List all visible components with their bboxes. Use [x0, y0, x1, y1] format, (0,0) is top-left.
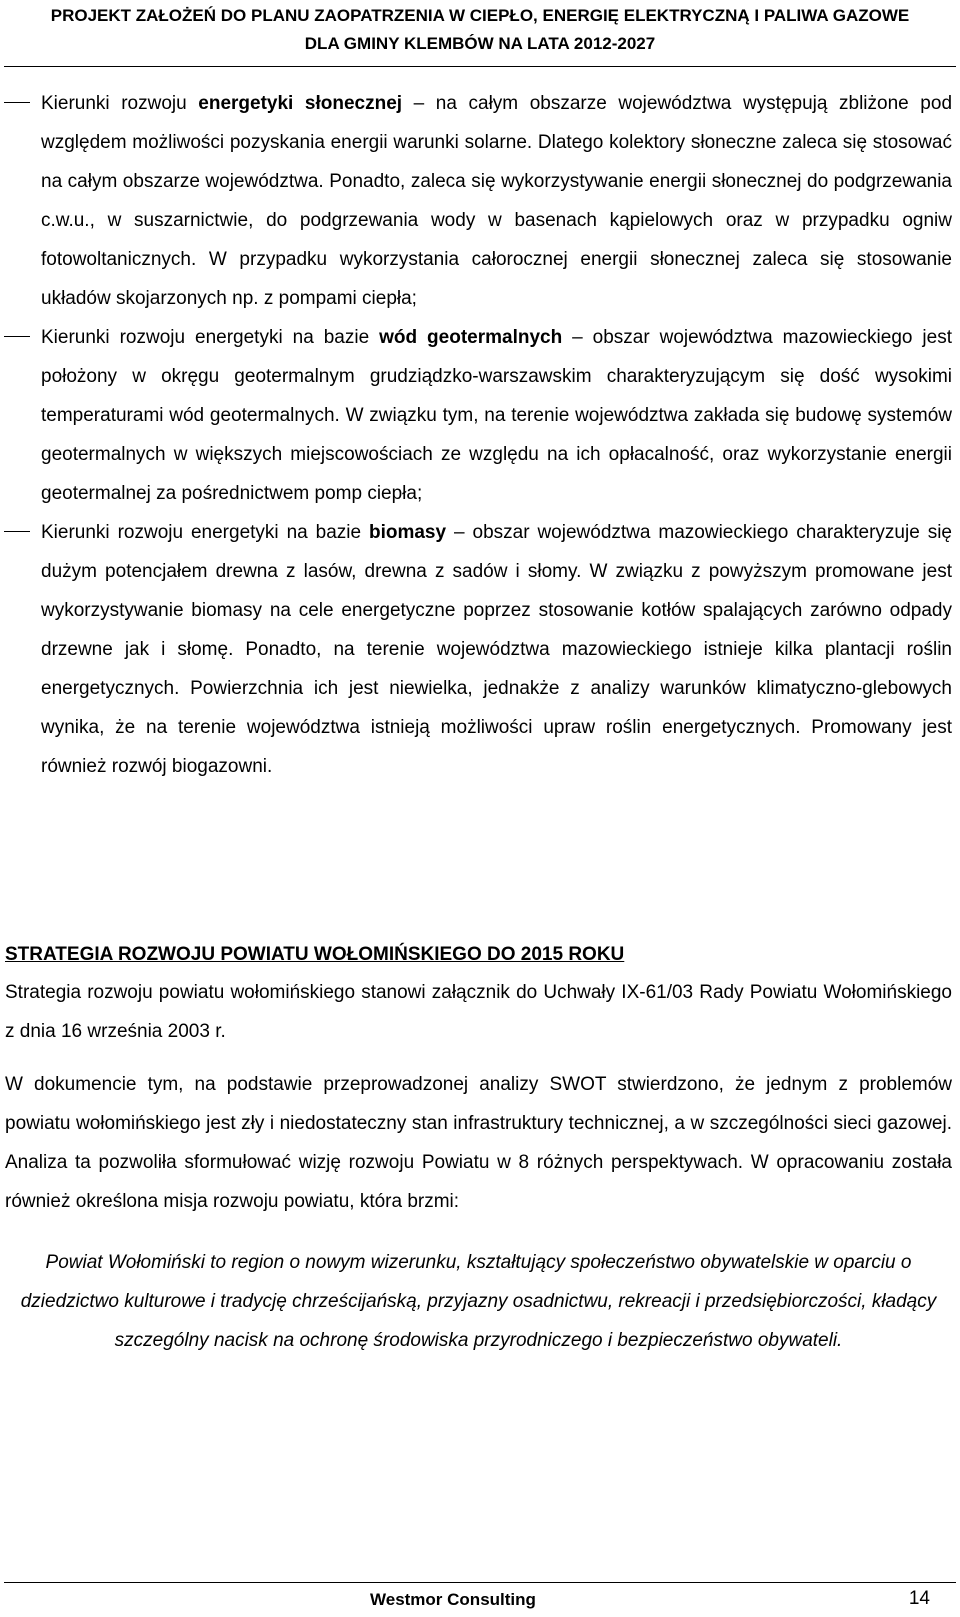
header-title-line1: PROJEKT ZAŁOŻEŃ DO PLANU ZAOPATRZENIA W CIEPŁO, ENERGIĘ ELEKTRYCZNĄ I PALIWA GAZOWE [50, 6, 910, 25]
section-heading-text: STRATEGIA ROZWOJU POWIATU WOŁOMIŃSKIEGO DO 2015 ROKU [5, 944, 625, 965]
bullet-text [41, 318, 952, 513]
mission-quote: Powiat Wołomiński to region o nowym wizerunku, kształtujący społeczeństwo obywatelskie w oparciu o dziedzictwo kulturowe i tradycję chrześcijańską, przyjazny osadnictwu, rekreacji i przedsiębiorczości, kładący szczególny nacisk na ochronę środowiska przyrodniczego i bezpieczeństwo obywateli. [20, 1252, 937, 1351]
footer-company: Westmor Consulting [370, 1590, 536, 1609]
page-number: 14 [908, 1588, 930, 1609]
header-title-line2: DLA GMINY KLEMBÓW NA LATA 2012-2027 [304, 34, 656, 53]
bullet-body: – obszar województwa mazowieckiego charakteryzuje się dużym potencjałem drewna z lasów, drewna z sadów i słomy. W związku z powyższym promowane jest wykorzystywanie biomasy na cele energetyczne poprzez stosowanie kotłów spalających zarówno odpady drzewne jak i słomę. Ponadto, na terenie województwa mazowieckiego istnieje kilka plantacji roślin energetycznych. Powierzchnia ich jest niewielka, jednakże z analizy warunków klimatyczno-glebowych wynika, że na terenie województwa istnieją możliwości upraw roślin energetycznych. Promowany jest również rozwój biogazowni. [41, 522, 952, 777]
strategy-section [5, 941, 952, 1360]
header-divider [4, 66, 956, 67]
bullet-text [41, 84, 952, 318]
bullet-solar [0, 84, 960, 318]
section-paragraph-2: W dokumencie tym, na podstawie przeprowadzonej analizy SWOT stwierdzono, że jednym z problemów powiatu wołomińskiego jest zły i niedostateczny stan infrastruktury technicznej, a w szczególności sieci gazowej. Analiza ta pozwoliła sformułować wizję rozwoju Powiatu w 8 różnych perspektywach. W opracowaniu została również określona misja rozwoju powiatu, która brzmi: [5, 1074, 952, 1212]
bullet-keyword: wód geotermalnych [379, 327, 563, 348]
page-header [0, 0, 960, 58]
bullet-lead: Kierunki rozwoju [41, 93, 199, 114]
bullet-body: – obszar województwa mazowieckiego jest położony w okręgu geotermalnym grudziądzko-warszawskim charakteryzującym się dość wysokimi temperaturami wód geotermalnych. W związku tym, na terenie województwa zakłada się budowę systemów geotermalnych w większych miejscowościach ze względu na ich opłacalność, oraz wykorzystanie energii geotermalnej za pośrednictwem pomp ciepła; [41, 327, 952, 504]
footer-divider [4, 1582, 956, 1583]
bullet-geothermal [0, 318, 960, 513]
bullet-keyword: biomasy [368, 522, 447, 543]
dash-bullet-icon [4, 336, 30, 337]
section-paragraph-1: Strategia rozwoju powiatu wołomińskiego stanowi załącznik do Uchwały IX-61/03 Rady Powiatu Wołomińskiego z dnia 16 września 2003 r. [5, 982, 952, 1042]
bullet-keyword: energetyki słonecznej [198, 93, 403, 114]
bullet-text [41, 513, 952, 786]
bullet-biomass [0, 513, 960, 786]
section-heading [5, 941, 952, 969]
dash-bullet-icon [4, 102, 30, 103]
dash-bullet-icon [4, 531, 30, 532]
bullet-lead: Kierunki rozwoju energetyki na bazie [41, 327, 380, 348]
bullet-lead: Kierunki rozwoju energetyki na bazie [41, 522, 369, 543]
bullet-body: – na całym obszarze województwa występują zbliżone pod względem możliwości pozyskania energii warunki solarne. Dlatego kolektory słoneczne zaleca się stosować na całym obszarze województwa. Ponadto, zaleca się wykorzystywanie energii słonecznej do podgrzewania c.w.u., w suszarnictwie, do podgrzewania wody w basenach kąpielowych oraz w przypadku ogniw fotowoltanicznych. W przypadku wykorzystania całorocznej energii słonecznej zaleca się stosowanie układów skojarzonych np. z pompami ciepła; [41, 93, 953, 309]
bullet-list [0, 84, 960, 786]
